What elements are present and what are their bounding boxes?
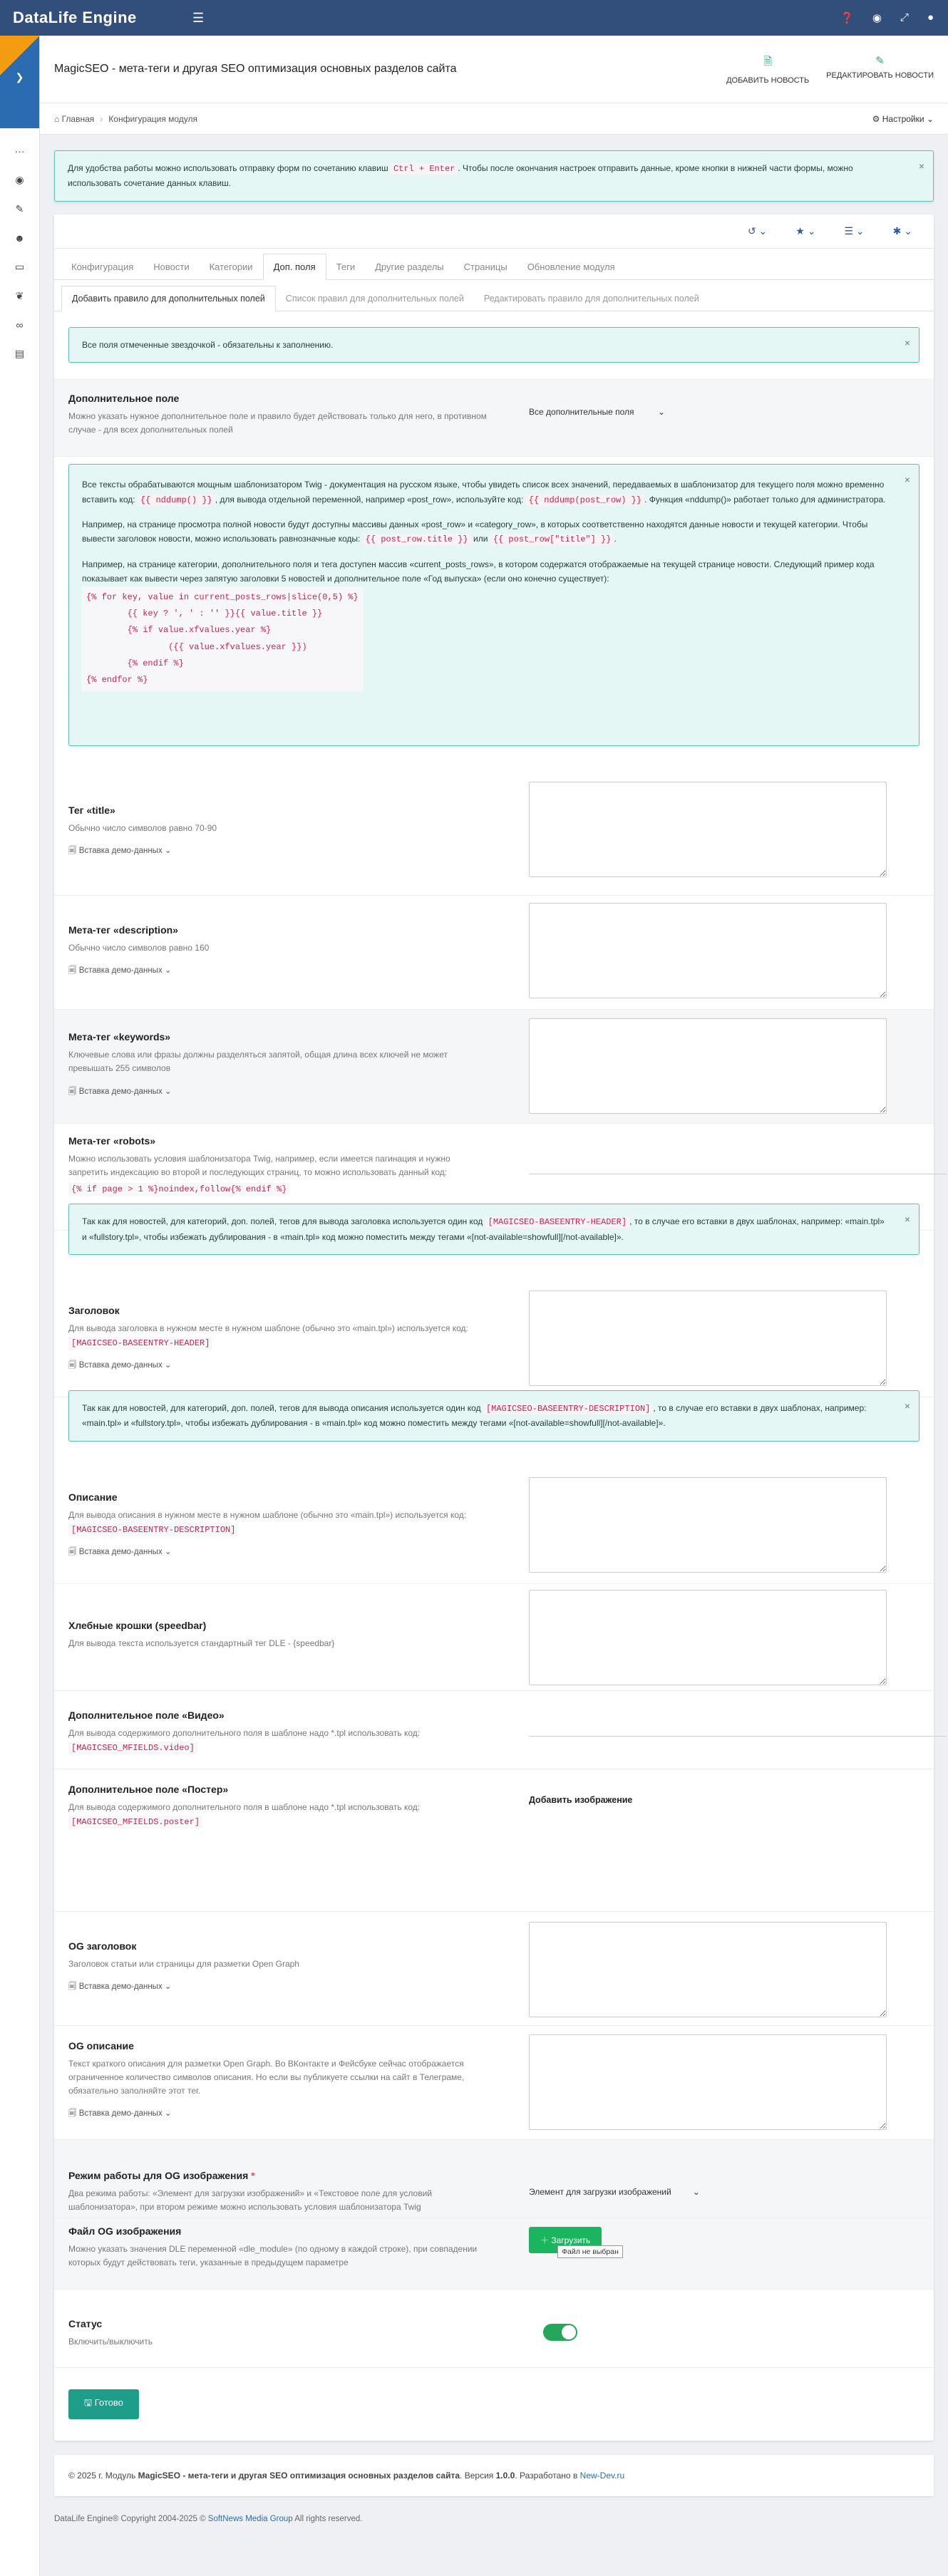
row-status: Статус Включить/выключить [54, 2290, 934, 2368]
tab-config[interactable]: Конфигурация [71, 261, 134, 272]
sub-tabs [54, 283, 934, 311]
tab-categories[interactable]: Категории [209, 261, 253, 272]
more-icon[interactable]: ··· [14, 145, 25, 157]
settings-dropdown[interactable]: ⚙ Настройки ⌄ [872, 113, 934, 124]
upload-button[interactable]: ＋ Загрузить [529, 2227, 602, 2253]
header-info-alert: Так как для новостей, для категорий, доп. полей, тегов для вывода заголовка используется один код [MAGICSEO-BASEENTRY-HEADER] , то в случае его вставки в двух шаблонах, например: «main.tpl» и «fullstory.tpl», чтобы избежать дублирования - в «main.tpl» код можно поместить между тегами «[not-available=showfull][/not-available]». × [68, 1204, 919, 1255]
row-og-desc: OG описание Текст краткого описания для разметки Open Graph. Во ВКонтакте и Фейсбуке сейчас отображается ограниченное количество символов описания. Но если вы публикуете ссылки на сайт в Телеграме, обязательно заполняйте этот тег. 🗐 Вставка демо-данных ⌄ [54, 2026, 934, 2140]
fullscreen-icon[interactable]: ⤢ [900, 11, 909, 24]
breadcrumb-current: Конфигурация модуля [108, 113, 198, 124]
chevron-down-icon: ⌄ [164, 1547, 172, 1556]
row-og-title: OG заголовок Заголовок статьи или страницы для разметки Open Graph 🗐 Вставка демо-данных ⌄ [54, 1912, 934, 2026]
file-icon: 🗐 [68, 1087, 77, 1096]
row-opisanie: Описание Для вывода описания в нужном месте в нужном шаблоне (обычно это «main.tpl») используется код: [MAGICSEO-BASEENTRY-DESCRIPTION] 🗐 Вставка демо-данных ⌄ [54, 1470, 934, 1584]
description-info-alert: Так как для новостей, для категорий, доп. полей, тегов для вывода описания используется один код [MAGICSEO-BASEENTRY-DESCRIPTION] , то в случае его вставки в двух шаблонах, например: «main.tpl» и «fullstory.tpl», чтобы избежать дублирования - в «main.tpl» код можно поместить между тегами «[not-available=showfull][/not-available]». × [68, 1390, 919, 1442]
company-link[interactable]: SoftNews Media Group [207, 2514, 293, 2523]
row-speedbar: Хлебные крошки (speedbar) Для вывода текста используется стандартный тег DLE - {speedbar} [54, 1584, 934, 1691]
status-toggle[interactable] [543, 2324, 577, 2341]
edit-news-button[interactable]: ✎ РЕДАКТИРОВАТЬ НОВОСТИ [826, 54, 934, 80]
subtab-rule-list[interactable]: Список правил для дополнительных полей [285, 293, 464, 304]
file-icon: 🗐 [68, 1547, 77, 1556]
row-robots-tag: Мета-тег «robots» Можно использовать условия шаблонизатора Twig, например, если имеется пагинация и нужно запретить индексацию во второй и последующих страниц, то можно использовать данный код: {% if page > 1 %}noindex,follow{% endif %} [54, 1124, 934, 1231]
list-icon[interactable]: ☰ ⌄ [844, 224, 865, 237]
row-keywords-tag: Мета-тег «keywords» Ключевые слова или фразы должны разделяться запятой, общая длина всех ключей не может превышать 255 символов 🗐 Вставка демо-данных ⌄ [54, 1010, 934, 1124]
demo-data-dropdown[interactable]: 🗐 Вставка демо-данных ⌄ [68, 2109, 172, 2119]
file-icon: 🗐 [68, 1982, 77, 1991]
main-tabs [54, 249, 934, 280]
home-icon: ⌂ [54, 113, 60, 124]
close-icon[interactable]: × [904, 336, 910, 348]
leaf-icon[interactable]: ❦ [15, 290, 24, 301]
row-description-tag: Мета-тег «description» Обычно число символов равно 160 🗐 Вставка демо-данных ⌄ [54, 896, 934, 1010]
add-news-button[interactable]: 🗎 ДОБАВИТЬ НОВОСТЬ [726, 55, 810, 85]
file-icon: 🗎 [763, 55, 773, 68]
extra-field-title: Дополнительное поле [68, 393, 180, 405]
file-icon: 🗐 [68, 2109, 77, 2119]
wrench-icon[interactable]: ✎ [15, 203, 24, 214]
developer-link[interactable]: New-Dev.ru [579, 2470, 625, 2481]
chevron-down-icon: ⌄ [164, 966, 172, 976]
close-icon[interactable]: × [904, 1400, 910, 1412]
robots-input[interactable] [529, 1156, 947, 1174]
tab-extra-fields[interactable]: Доп. поля [263, 254, 326, 280]
row-og-file: Файл OG изображения Можно указать значения DLE переменной «dle_module» (по одному в каждой строке), при совпадении которых будут действовать теги, указанные в предыдущем параметре ＋ Загрузить Файл не выбран [54, 2218, 934, 2290]
demo-data-dropdown[interactable]: 🗐 Вставка демо-данных ⌄ [68, 1361, 172, 1370]
copyright: DataLife Engine® Copyright 2004-2025 © SoftNews Media Group All rights reserved. [54, 2514, 363, 2523]
gear-icon: ⚙ [872, 113, 880, 124]
upload-area [529, 2227, 619, 2256]
row-extra-field [54, 378, 934, 457]
hotkey-alert: Для удобства работы можно использовать отправку форм по сочетанию клавиш Ctrl + Enter . Чтобы после окончания настроек отправить данные, кроме кнопки в нижней части формы, можно использовать сочетание данных клавиш. × [54, 150, 934, 202]
og-desc-textarea[interactable] [529, 2034, 887, 2130]
demo-data-dropdown[interactable]: 🗐 Вставка демо-данных ⌄ [68, 1087, 172, 1096]
main-area [40, 36, 948, 2542]
config-card [54, 214, 934, 2441]
demo-data-dropdown[interactable]: 🗐 Вставка демо-данных ⌄ [68, 966, 172, 976]
row-title-tag: Тег «title» Обычно число символов равно 70-90 🗐 Вставка демо-данных ⌄ [54, 782, 934, 896]
monitor-icon[interactable]: ▭ [14, 261, 25, 272]
tab-update[interactable]: Обновление модуля [527, 261, 615, 272]
chevron-down-icon: ⌄ [692, 2186, 700, 2197]
plus-icon: ＋ [540, 2235, 550, 2245]
title-textarea[interactable] [529, 782, 887, 877]
brand-logo[interactable]: DataLife Engine [13, 9, 137, 26]
user-icon[interactable]: ● [927, 11, 934, 24]
tab-news[interactable]: Новости [153, 261, 190, 272]
file-icon: 🗐 [68, 1361, 77, 1370]
header-textarea[interactable] [529, 1290, 887, 1386]
breadcrumb-home[interactable]: Главная [61, 113, 95, 124]
og-mode-select[interactable]: Элемент для загрузки изображений ⌄ [529, 2186, 700, 2197]
opisanie-textarea[interactable] [529, 1477, 887, 1573]
chevron-down-icon: ⌄ [164, 847, 172, 856]
page-title: MagicSEO - мета-теги и другая SEO оптимизация основных разделов сайта [54, 63, 457, 75]
demo-data-dropdown[interactable]: 🗐 Вставка демо-данных ⌄ [68, 847, 172, 856]
extra-field-select[interactable]: Все дополнительные поля ⌄ [529, 407, 665, 418]
chevron-down-icon: ⌄ [164, 1087, 172, 1096]
card-icon[interactable]: ▤ [14, 348, 25, 359]
demo-data-dropdown[interactable]: 🗐 Вставка демо-данных ⌄ [68, 1982, 172, 1991]
support-icon[interactable]: ❓ [840, 12, 854, 24]
add-image-button[interactable]: Добавить изображение [529, 1794, 633, 1805]
sidebar [0, 36, 40, 2576]
chevron-down-icon: ⌄ [926, 113, 934, 124]
top-navbar [0, 0, 948, 36]
og-title-textarea[interactable] [529, 1922, 887, 2017]
chevron-down-icon: ⌄ [164, 2109, 172, 2119]
module-footer: © 2025 г. Модуль MagicSEO - мета-теги и другая SEO оптимизация основных разделов сайта . Версия 1.0.0 . Разработано в New-Dev.ru [54, 2455, 934, 2496]
close-icon[interactable]: × [918, 160, 924, 172]
close-icon[interactable]: × [904, 474, 910, 486]
file-icon: 🗐 [68, 847, 77, 856]
menu-toggle-icon[interactable]: ☰ [192, 10, 205, 25]
description-textarea[interactable] [529, 903, 887, 998]
tab-other[interactable]: Другие разделы [375, 261, 444, 272]
tab-pages[interactable]: Страницы [463, 261, 508, 272]
card-toolbar [54, 214, 934, 249]
file-icon: 🗐 [68, 966, 77, 976]
save-button[interactable]: 🖫 Готово [68, 2389, 139, 2419]
keywords-textarea[interactable] [529, 1018, 887, 1114]
chevron-down-icon: ⌄ [164, 1361, 172, 1370]
close-icon[interactable]: × [904, 1214, 910, 1226]
row-video: Дополнительное поле «Видео» Для вывода содержимого дополнительного поля в шаблоне надо *.tpl использовать код: [MAGICSEO_MFIELDS.video] [54, 1691, 934, 1769]
tab-tags[interactable]: Теги [336, 261, 356, 272]
chevron-down-icon: ⌄ [657, 407, 665, 418]
video-input[interactable] [529, 1718, 947, 1737]
extra-field-desc: Можно указать нужное дополнительное поле и правило будет действовать только для него, в противном случае - для всех дополнительных полей [68, 411, 487, 435]
page-header [40, 36, 948, 103]
star-icon[interactable]: ★ ⌄ [795, 224, 816, 237]
chevron-down-icon: ⌄ [164, 1982, 172, 1991]
subtab-add-rule[interactable]: Добавить правило для дополнительных полей [61, 286, 276, 311]
twig-code-example: {% for key, value in current_posts_rows|slice(0,5) %} {{ key ? ', ' : '' }}{{ value.title }} {% if value.xfvalues.year %} ({{ value.xfvalues.year }}) {% endif %} {% endfor %} [82, 586, 363, 692]
required-alert: Все поля отмеченные звездочкой - обязательны к заполнению. × [68, 327, 919, 363]
save-icon: 🖫 [84, 2396, 93, 2408]
twig-info-alert: × Все тексты обрабатываются мощным шаблонизатором Twig - документация на русском языке, чтобы увидеть список всех значений, передаваемых в шаблонизатор для текущего поля можно временно вставить код: {{ nddump() }} , для вывода отдельной переменной, например «post_row», используйте код: {{ nddump(post_row) }} . Функция «nddump()» работает только для администратора. Например, на странице просмотра полной новости будут доступны массивы данных «post_row» и «category_row», в которых соответственно находятся данные новости и текущей категории. Чтобы вывести заголовок новости, можно использовать равнозначные коды: {{ post_row.title }} или {{ post_row["title"] }} . Например, на странице категории, дополнительного поля и тега доступен массив «current_posts_rows», в котором содержатся отображаемые на текущей странице новости. Следующий пример кода показывает как вывести через запятую заголовки 5 новостей и дополнительное поле «Год выпуска» (если оно конечно существует): {% for key, value in current_posts_rows|slice(0,5) %} {{ key ? ', ' : '' }}{{ value.title }} {% if value.xfvalues.year %} ({{ value.xfvalues.year }}) {% endif %} {% endfor %} [68, 464, 919, 746]
speedbar-textarea[interactable] [529, 1590, 887, 1685]
subtab-edit-rule[interactable]: Редактировать правило для дополнительных полей [483, 293, 699, 304]
history-icon[interactable]: ↺ ⌄ [747, 224, 768, 237]
row-og-mode: Режим работы для OG изображения * Два режима работы: «Элемент для загрузки изображений» и «Текстовое поле для условий шаблонизатора», при втором режиме можно использовать условия шаблонизатора Twig Элемент для загрузки изображений ⌄ [54, 2140, 934, 2218]
link-icon[interactable]: ∞ [16, 319, 24, 331]
users-icon[interactable]: ☻ [14, 232, 25, 244]
globe-nav-icon[interactable]: ◉ [15, 174, 24, 185]
globe-icon[interactable]: ◉ [872, 12, 882, 24]
edit-icon: ✎ [875, 54, 885, 67]
cog-icon[interactable]: ✱ ⌄ [892, 224, 912, 237]
file-tooltip: Файл не выбран [557, 2245, 623, 2258]
row-header: Заголовок Для вывода заголовка в нужном месте в нужном шаблоне (обычно это «main.tpl») используется код: [MAGICSEO-BASEENTRY-HEADER] 🗐 Вставка демо-данных ⌄ [54, 1283, 934, 1397]
demo-data-dropdown[interactable]: 🗐 Вставка демо-данных ⌄ [68, 1547, 172, 1556]
row-poster: Дополнительное поле «Постер» Для вывода содержимого дополнительного поля в шаблоне надо *.tpl использовать код: [MAGICSEO_MFIELDS.poster] Добавить изображение [54, 1769, 934, 1912]
sidebar-user-tile[interactable]: ❯ [0, 36, 39, 128]
breadcrumb: ⌂ Главная › Конфигурация модуля ⚙ Настройки ⌄ [40, 103, 948, 135]
